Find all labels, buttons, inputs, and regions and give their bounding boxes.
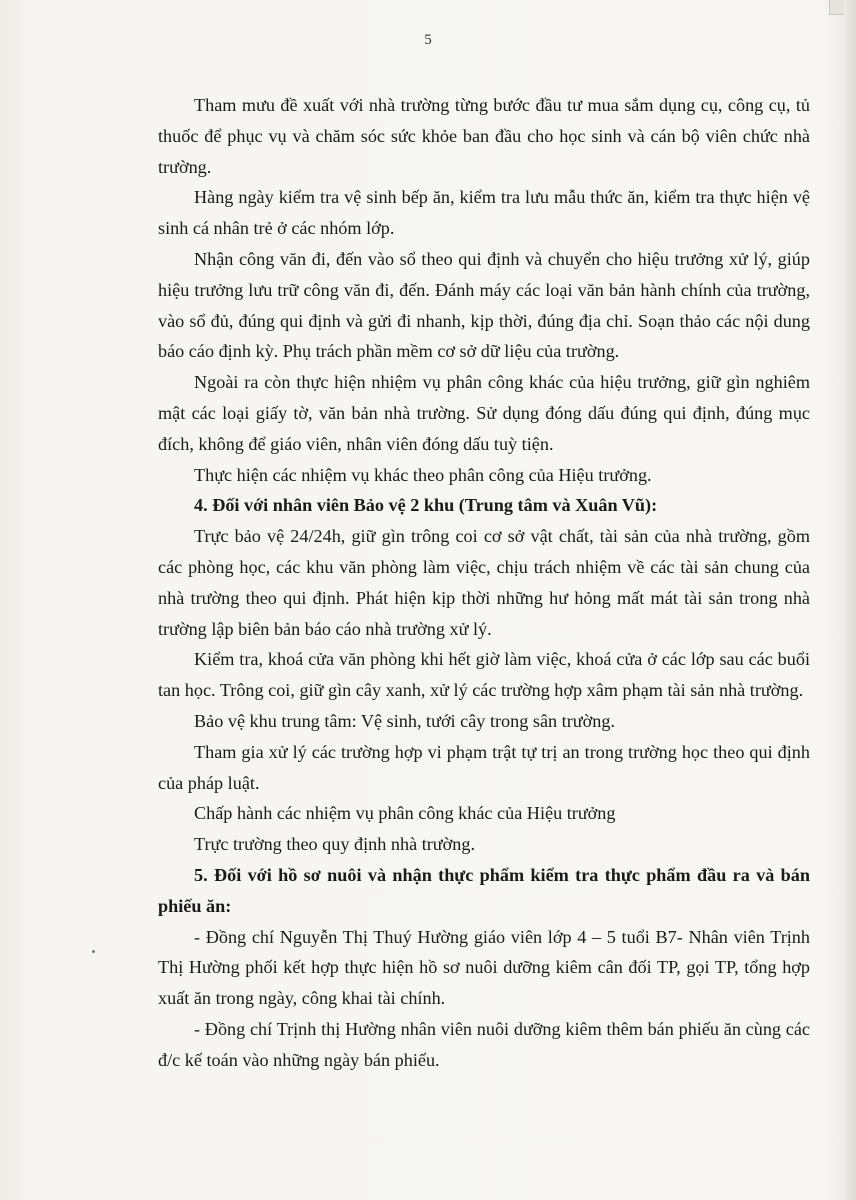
paragraph: Trực trường theo quy định nhà trường. (194, 834, 476, 855)
paragraph: Bảo vệ khu trung tâm: Vệ sinh, tưới cây trong sân trường. (194, 710, 615, 731)
paragraph: Tham mưu đề xuất với nhà trường từng bước đầu tư mua sắm dụng cụ, công cụ, tủ thuốc để phục vụ và chăm sóc sức khỏe ban đầu cho học sinh và cán bộ viên chức nhà trường. (158, 95, 810, 177)
paragraph: Trực bảo vệ 24/24h, giữ gìn trông coi cơ sở vật chất, tài sản của nhà trường, gồm các phòng học, các khu văn phòng làm việc, chịu trách nhiệm về các tài sản chung của nhà trường theo qui định. Phát hiện kịp thời những hư hỏng mất mát tài sản trong nhà trường lập biên bản báo cáo nhà trường xử lý. (158, 526, 810, 639)
paragraph: Ngoài ra còn thực hiện nhiệm vụ phân công khác của hiệu trưởng, giữ gìn nghiêm mật các loại giấy tờ, văn bản nhà trường. Sử dụng đóng dấu đúng qui định, đúng mục đích, không để giáo viên, nhân viên đóng dấu tuỳ tiện. (158, 372, 810, 454)
page-number: 5 (424, 32, 432, 48)
page-corner (829, 0, 844, 15)
section-heading: 5. Đối với hồ sơ nuôi và nhận thực phẩm kiểm tra thực phẩm đầu ra và bán phiếu ăn: (158, 864, 810, 916)
page-edge-shadow (842, 0, 856, 1200)
paragraph: Nhận công văn đi, đến vào sổ theo qui định và chuyển cho hiệu trưởng xử lý, giúp hiệu trưởng lưu trữ công văn đi, đến. Đánh máy các loại văn bản hành chính của trường, vào sổ đủ, đúng qui định và gửi đi nhanh, kịp thời, đúng địa chỉ. Soạn thảo các nội dung báo cáo định kỳ. Phụ trách phần mềm cơ sở dữ liệu của trường. (158, 248, 810, 362)
section-heading: 4. Đối với nhân viên Bảo vệ 2 khu (Trung tâm và Xuân Vũ): (194, 495, 658, 516)
paragraph: - Đồng chí Nguyễn Thị Thuý Hường giáo viên lớp 4 – 5 tuổi B7- Nhân viên Trịnh Thị Hường phối kết hợp thực hiện hồ sơ nuôi dưỡng kiêm cân đối TP, gọi TP, tổng hợp xuất ăn trong ngày, công khai tài chính. (158, 926, 810, 1009)
paragraph: Kiểm tra, khoá cửa văn phòng khi hết giờ làm việc, khoá cửa ở các lớp sau các buổi tan học. Trông coi, giữ gìn cây xanh, xử lý các trường hợp xâm phạm tài sản nhà trường. (158, 649, 810, 701)
paragraph: Tham gia xử lý các trường hợp vi phạm trật tự trị an trong trường học theo qui định của pháp luật. (158, 741, 810, 793)
document-body (158, 90, 810, 1076)
paragraph: Thực hiện các nhiệm vụ khác theo phân công của Hiệu trưởng. (194, 464, 652, 485)
paragraph: - Đồng chí Trịnh thị Hường nhân viên nuôi dưỡng kiêm thêm bán phiếu ăn cùng các đ/c kế toán vào những ngày bán phiếu. (158, 1018, 810, 1070)
scan-speck (92, 950, 95, 953)
paragraph: Hàng ngày kiểm tra vệ sinh bếp ăn, kiểm tra lưu mẫu thức ăn, kiểm tra thực hiện vệ sinh cá nhân trẻ ở các nhóm lớp. (158, 187, 810, 239)
paragraph: Chấp hành các nhiệm vụ phân công khác của Hiệu trưởng (194, 803, 616, 824)
